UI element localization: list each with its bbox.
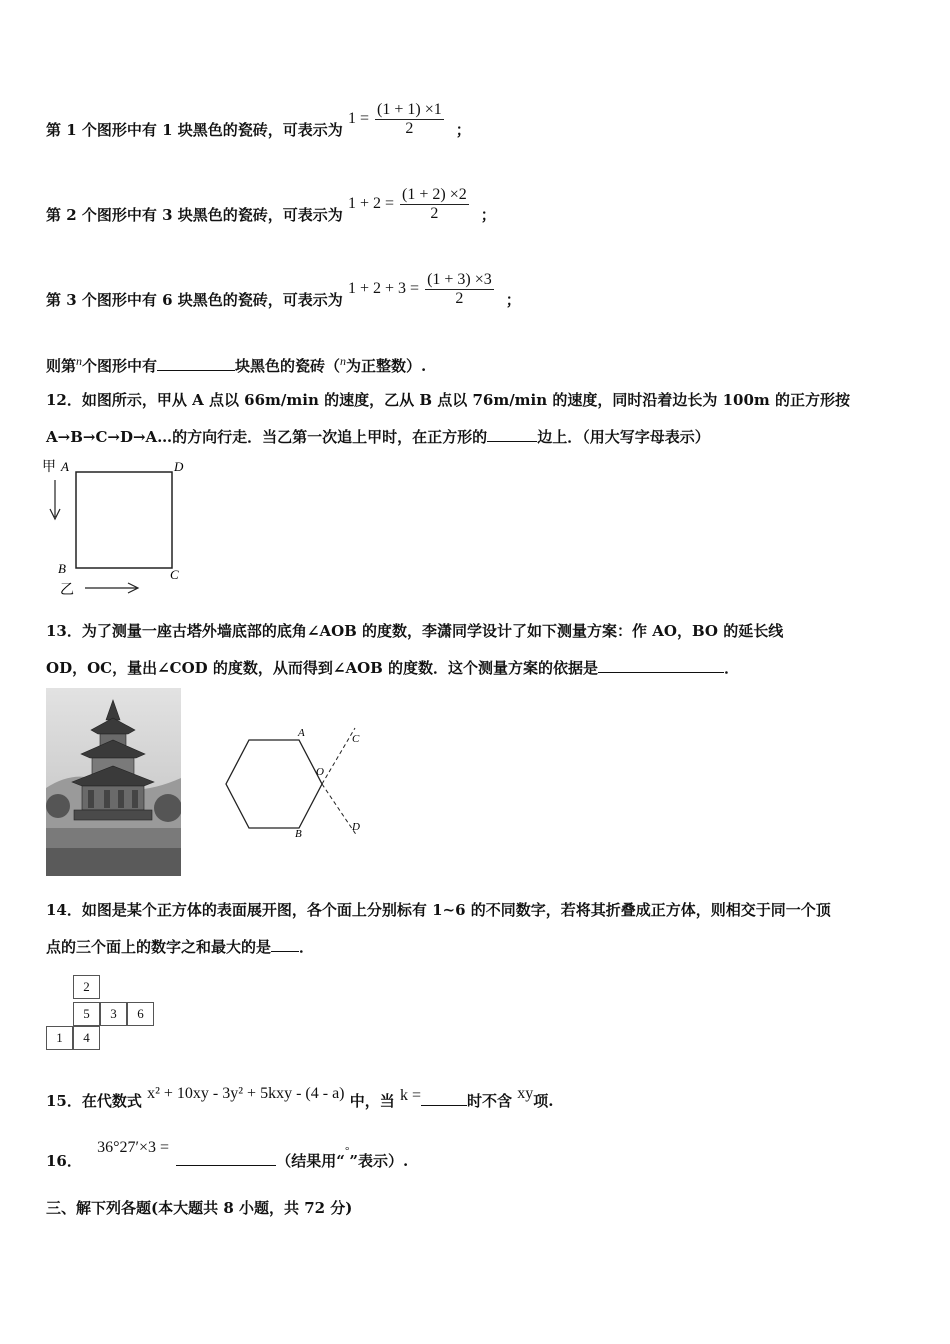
label-C: C (352, 733, 360, 745)
text: 点的三个面上的数字之和最大的是 (46, 938, 272, 956)
angle-expression: 36°27′×3 = (97, 1139, 170, 1156)
answer-blank[interactable] (271, 937, 299, 952)
answer-blank[interactable] (176, 1151, 276, 1166)
label-B: B (58, 561, 66, 576)
text: （结果用“ (276, 1152, 345, 1170)
var-n: n (340, 354, 347, 368)
algebraic-expression: x² + 10xy - 3y² + 5kxy - (4 - a) (147, 1085, 345, 1102)
q13-line-1: 13．为了测量一座古塔外墙底部的底角∠AOB 的度数，李潇同学设计了如下测量方案：作 AO，BO 的延长线 (46, 622, 784, 640)
answer-blank[interactable] (157, 356, 235, 371)
square (76, 472, 172, 568)
formula-lhs: 1 = (348, 110, 370, 128)
text: ． (299, 938, 315, 956)
text: 为正整数）. (346, 357, 427, 375)
fraction-denominator: 2 (430, 205, 439, 222)
label-jia: 甲 (42, 459, 56, 475)
net-face: 6 (127, 1002, 154, 1026)
extension-OC (322, 728, 355, 784)
answer-blank[interactable] (487, 427, 537, 442)
text: OD，OC，量出∠COD 的度数，从而得到∠AOB 的度数．这个测量方案的依据是 (46, 659, 599, 677)
degree-symbol: ° (344, 1145, 350, 1157)
answer-blank[interactable] (598, 658, 724, 673)
q16-line (46, 1139, 409, 1171)
pattern-text: 第 1 个图形中有 1 块黑色的瓷砖，可表示为 (46, 121, 343, 140)
formula-lhs: 1 + 2 = (348, 195, 395, 213)
text: 15．在代数式 (46, 1092, 142, 1110)
q14-line-1: 14．如图是某个正方体的表面展开图，各个面上分别标有 1~6 的不同数字，若将其折叠成正方体，则相交于同一个顶 (46, 901, 831, 919)
punct: ； (505, 291, 521, 310)
answer-blank[interactable] (421, 1091, 467, 1106)
q15-line (46, 1085, 554, 1111)
label-B: B (295, 828, 302, 840)
fraction-numerator: (1 + 1) ×1 (377, 101, 442, 118)
text: 个图形中有 (82, 357, 158, 375)
var-n: n (76, 354, 83, 368)
text: 16． (46, 1152, 82, 1170)
label-D: D (174, 459, 184, 474)
text: 则第 (46, 357, 77, 375)
formula-lhs: 1 + 2 + 3 = (348, 280, 420, 298)
net-face: 5 (73, 1002, 100, 1026)
q12-line-2 (46, 426, 710, 447)
label-O: O (316, 766, 324, 778)
pattern-text: 第 2 个图形中有 3 块黑色的瓷砖，可表示为 (46, 206, 343, 225)
q13-line-2 (46, 657, 739, 678)
cube-net (46, 975, 166, 1055)
fraction-denominator: 2 (455, 290, 464, 307)
net-face: 1 (46, 1026, 73, 1050)
text: A→B→C→D→A…的方向行走．当乙第一次追上甲时，在正方形的 (46, 428, 488, 446)
hexagon-figure (215, 718, 370, 843)
label-A: A (61, 459, 69, 474)
text: ． (724, 659, 740, 677)
label-C: C (170, 567, 179, 582)
text: 时不含 (467, 1092, 513, 1110)
net-face: 4 (73, 1026, 100, 1050)
pagoda-photo (46, 688, 181, 876)
label-D: D (352, 821, 360, 833)
square-figure (40, 455, 200, 600)
fraction-numerator: (1 + 2) ×2 (402, 186, 467, 203)
fraction-denominator: 2 (405, 120, 414, 137)
label-yi: 乙 (60, 582, 74, 598)
pattern-conclusion (46, 354, 426, 376)
q12-line-1: 12．如图所示，甲从 A 点以 66m/min 的速度，乙从 B 点以 76m/min 的速度，同时沿着边长为 100m 的正方形按 (46, 391, 850, 409)
pattern-text: 第 3 个图形中有 6 块黑色的瓷砖，可表示为 (46, 291, 343, 310)
label-A: A (298, 727, 305, 739)
hexagon (226, 740, 322, 828)
text: 中，当 (349, 1092, 395, 1110)
net-face: 3 (100, 1002, 127, 1026)
xy-term: xy (517, 1085, 534, 1102)
text: 边上．（用大写字母表示） (537, 428, 710, 446)
text: 块黑色的瓷砖（ (235, 357, 341, 375)
text: 项. (533, 1092, 554, 1110)
net-face: 2 (73, 975, 100, 999)
text: ”表示）. (349, 1152, 409, 1170)
k-equals: k = (399, 1087, 422, 1104)
punct: ； (455, 121, 471, 140)
fraction-numerator: (1 + 3) ×3 (427, 271, 492, 288)
punct: ； (480, 206, 496, 225)
q14-line-2 (46, 936, 314, 957)
section-3-heading: 三、解下列各题(本大题共 8 小题，共 72 分) (46, 1199, 353, 1217)
